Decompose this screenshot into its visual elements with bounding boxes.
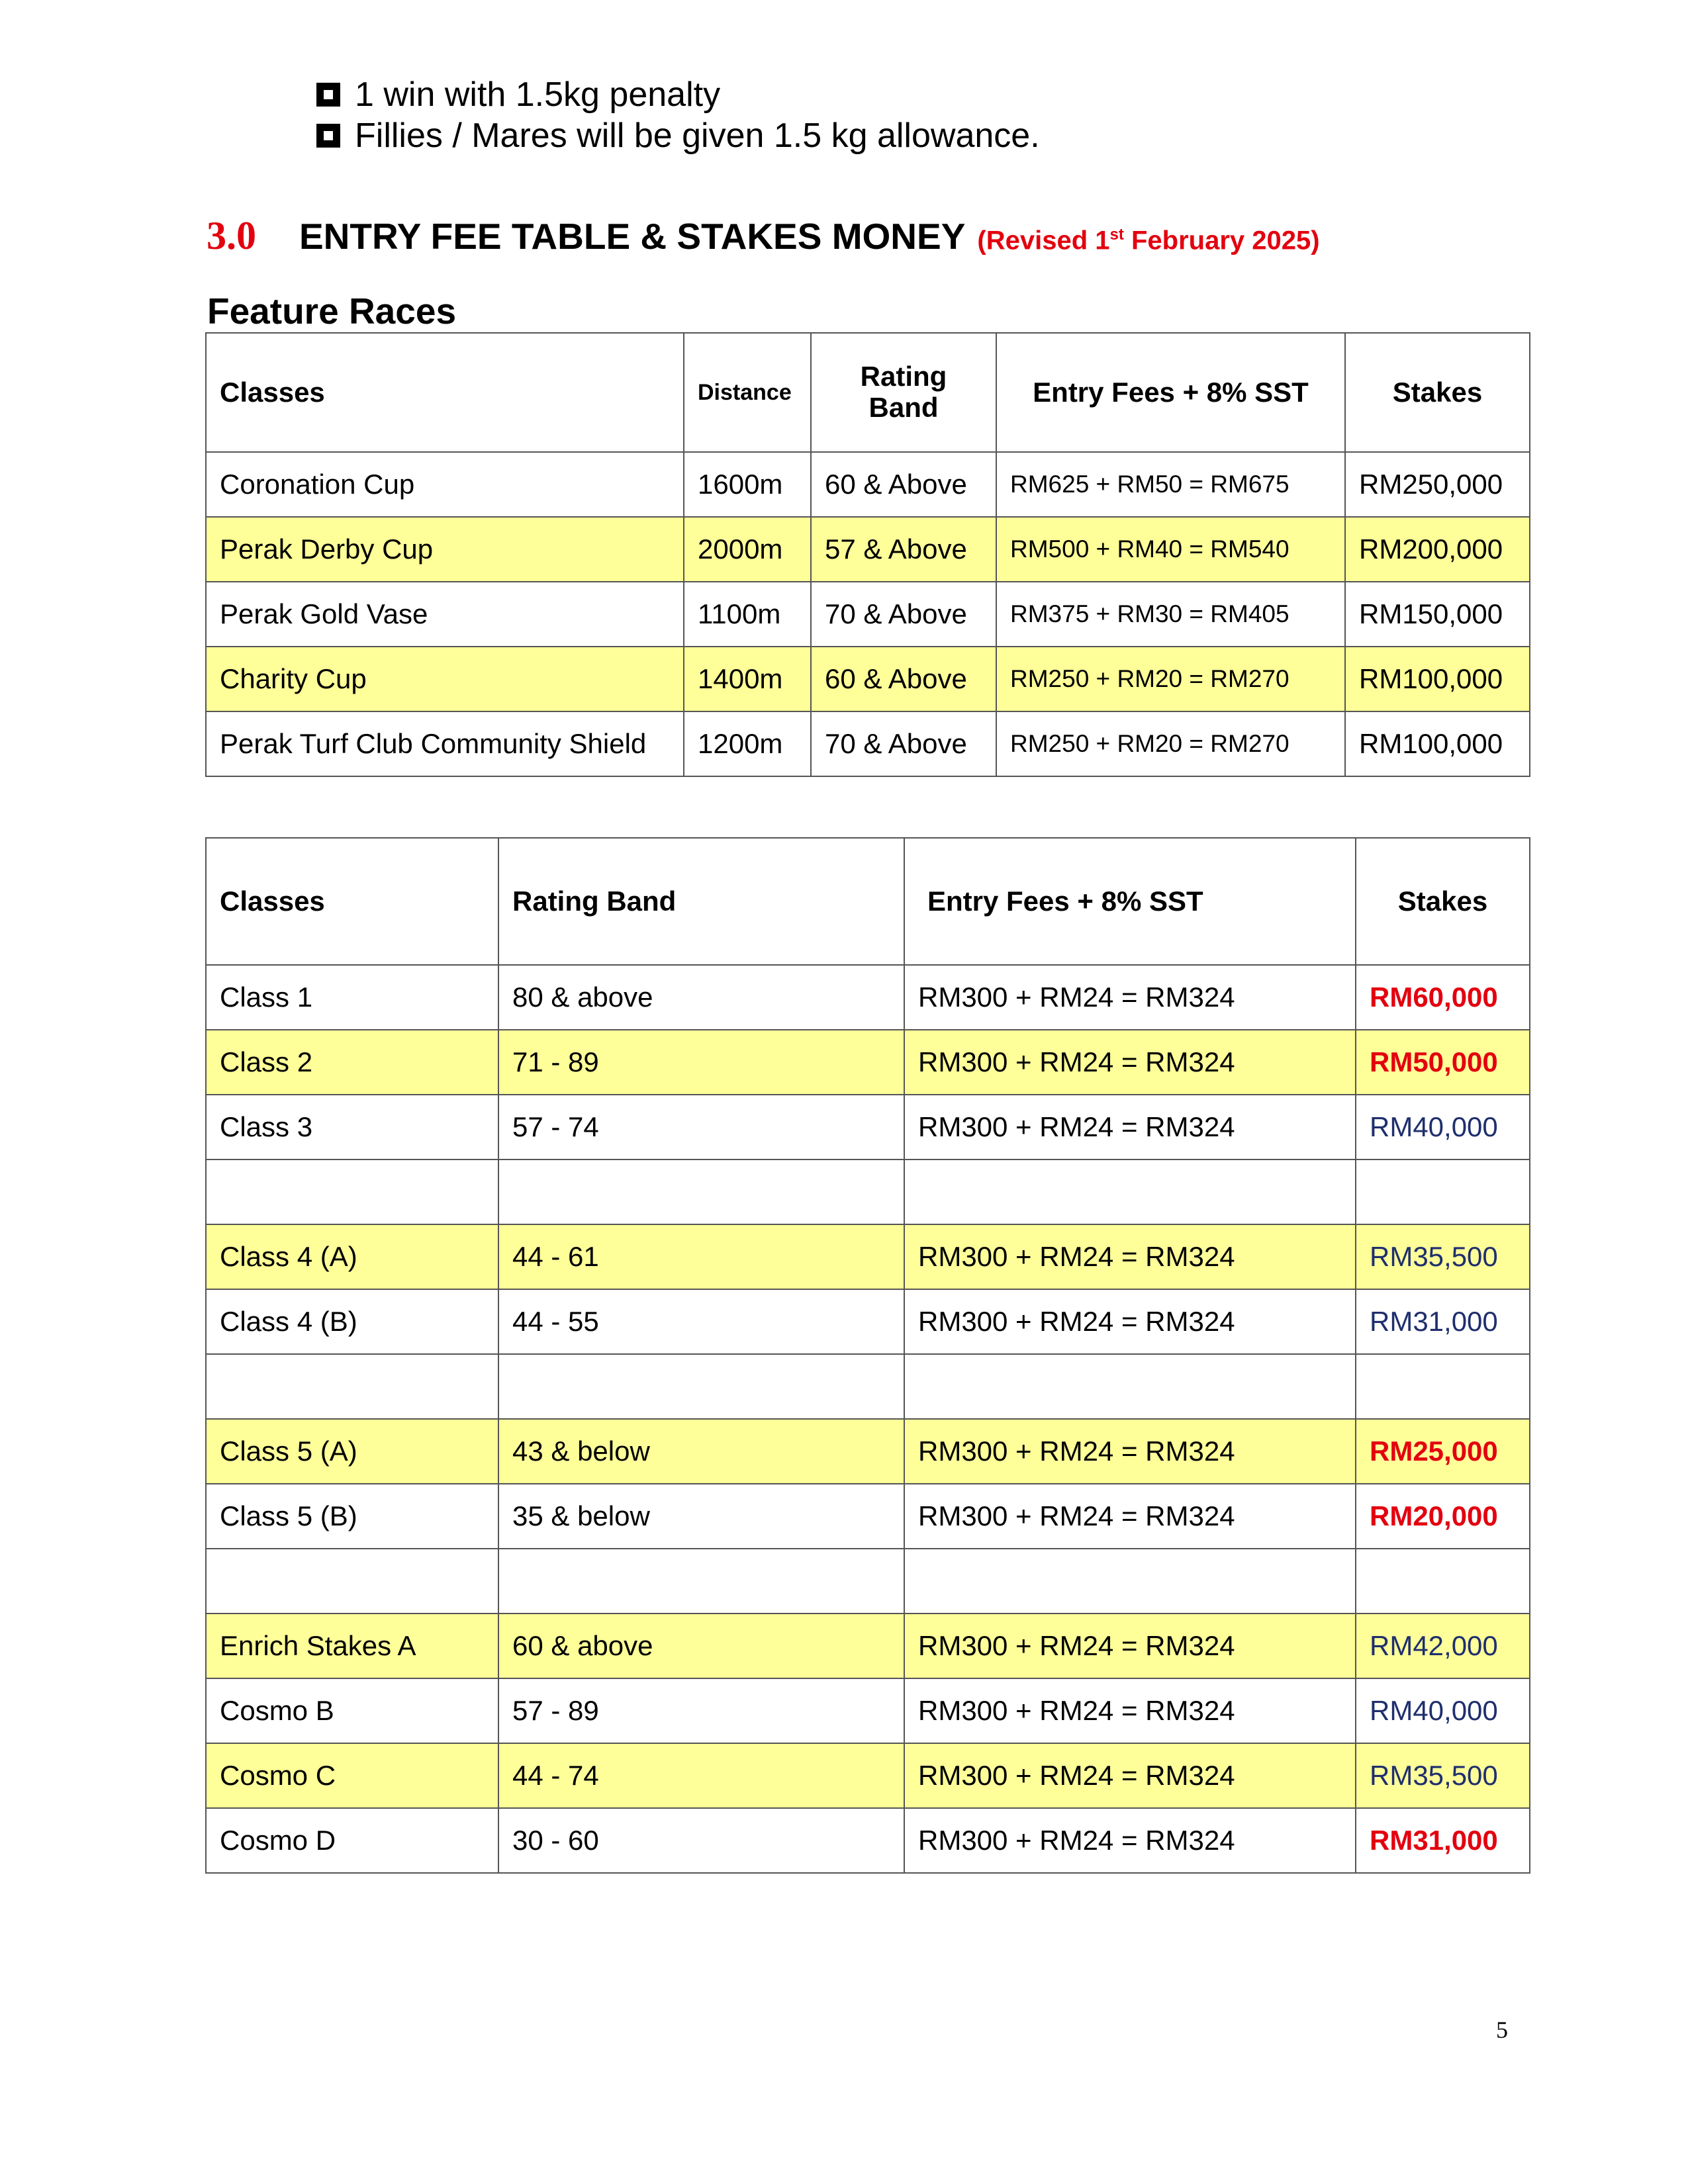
cell-rating-band xyxy=(498,1549,904,1614)
cell-distance: 1200m xyxy=(684,711,811,776)
cell-rating-band: 60 & Above xyxy=(811,452,996,517)
cell-stakes: RM50,000 xyxy=(1356,1030,1530,1095)
header-stakes: Stakes xyxy=(1345,333,1530,452)
cell-stakes: RM200,000 xyxy=(1345,517,1530,582)
cell-class: Class 4 (B) xyxy=(206,1289,498,1354)
cell-class: Perak Gold Vase xyxy=(206,582,684,647)
cell-stakes: RM250,000 xyxy=(1345,452,1530,517)
cell-rating-band: 35 & below xyxy=(498,1484,904,1549)
cell-stakes: RM40,000 xyxy=(1356,1095,1530,1160)
bullet-text: Fillies / Mares will be given 1.5 kg allowance. xyxy=(355,116,1040,155)
revised-note xyxy=(977,226,1319,255)
cell-entry-fee: RM300 + RM24 = RM324 xyxy=(904,1678,1356,1743)
square-bullet-icon xyxy=(316,83,340,107)
table-row xyxy=(206,1030,1530,1095)
header-entry-fees: Entry Fees + 8% SST xyxy=(904,838,1356,965)
cell-distance: 1600m xyxy=(684,452,811,517)
cell-class: Cosmo D xyxy=(206,1808,498,1873)
table-row xyxy=(206,452,1530,517)
cell-entry-fee: RM300 + RM24 = RM324 xyxy=(904,965,1356,1030)
table-row xyxy=(206,1160,1530,1224)
cell-entry-fee: RM375 + RM30 = RM405 xyxy=(996,582,1345,647)
section-title: ENTRY FEE TABLE & STAKES MONEY xyxy=(299,216,966,257)
cell-stakes: RM100,000 xyxy=(1345,711,1530,776)
cell-entry-fee xyxy=(904,1160,1356,1224)
cell-rating-band: 44 - 61 xyxy=(498,1224,904,1289)
table-row xyxy=(206,1224,1530,1289)
bullet-item xyxy=(316,74,1040,115)
cell-stakes: RM35,500 xyxy=(1356,1224,1530,1289)
revised-sup: st xyxy=(1109,225,1124,244)
table-row xyxy=(206,1419,1530,1484)
cell-distance: 1400m xyxy=(684,647,811,711)
cell-stakes: RM150,000 xyxy=(1345,582,1530,647)
cell-entry-fee xyxy=(904,1354,1356,1419)
cell-rating-band: 70 & Above xyxy=(811,582,996,647)
cell-class xyxy=(206,1160,498,1224)
header-stakes: Stakes xyxy=(1356,838,1530,965)
cell-stakes: RM35,500 xyxy=(1356,1743,1530,1808)
table-header-row xyxy=(206,333,1530,452)
cell-stakes xyxy=(1356,1354,1530,1419)
section-heading xyxy=(207,213,1320,259)
cell-stakes: RM31,000 xyxy=(1356,1808,1530,1873)
cell-class: Perak Derby Cup xyxy=(206,517,684,582)
cell-entry-fee: RM300 + RM24 = RM324 xyxy=(904,1743,1356,1808)
header-classes: Classes xyxy=(206,333,684,452)
classes-table xyxy=(205,837,1530,1874)
bullet-text: 1 win with 1.5kg penalty xyxy=(355,75,721,114)
cell-rating-band: 30 - 60 xyxy=(498,1808,904,1873)
cell-stakes: RM31,000 xyxy=(1356,1289,1530,1354)
cell-entry-fee xyxy=(904,1549,1356,1614)
cell-entry-fee: RM625 + RM50 = RM675 xyxy=(996,452,1345,517)
bullet-list xyxy=(316,74,1040,156)
cell-entry-fee: RM300 + RM24 = RM324 xyxy=(904,1484,1356,1549)
cell-class xyxy=(206,1354,498,1419)
cell-class: Coronation Cup xyxy=(206,452,684,517)
cell-rating-band xyxy=(498,1160,904,1224)
cell-class: Class 5 (B) xyxy=(206,1484,498,1549)
cell-rating-band xyxy=(498,1354,904,1419)
bullet-item xyxy=(316,115,1040,156)
table-row xyxy=(206,647,1530,711)
cell-rating-band: 57 & Above xyxy=(811,517,996,582)
cell-entry-fee: RM300 + RM24 = RM324 xyxy=(904,1030,1356,1095)
header-rating-band xyxy=(811,333,996,452)
cell-rating-band: 57 - 74 xyxy=(498,1095,904,1160)
cell-entry-fee: RM300 + RM24 = RM324 xyxy=(904,1614,1356,1678)
cell-class: Charity Cup xyxy=(206,647,684,711)
revised-suffix: February 2025) xyxy=(1123,226,1320,255)
cell-rating-band: 57 - 89 xyxy=(498,1678,904,1743)
table-row xyxy=(206,1484,1530,1549)
table-row xyxy=(206,1354,1530,1419)
header-entry-fees: Entry Fees + 8% SST xyxy=(996,333,1345,452)
table-row xyxy=(206,517,1530,582)
cell-rating-band: 44 - 55 xyxy=(498,1289,904,1354)
table-row xyxy=(206,1808,1530,1873)
cell-stakes xyxy=(1356,1160,1530,1224)
cell-rating-band: 70 & Above xyxy=(811,711,996,776)
cell-entry-fee: RM300 + RM24 = RM324 xyxy=(904,1095,1356,1160)
cell-stakes: RM42,000 xyxy=(1356,1614,1530,1678)
cell-entry-fee: RM250 + RM20 = RM270 xyxy=(996,711,1345,776)
cell-stakes: RM100,000 xyxy=(1345,647,1530,711)
feature-races-table xyxy=(205,332,1530,777)
table-row xyxy=(206,1614,1530,1678)
cell-rating-band: 71 - 89 xyxy=(498,1030,904,1095)
cell-class: Class 5 (A) xyxy=(206,1419,498,1484)
cell-stakes: RM25,000 xyxy=(1356,1419,1530,1484)
table-row xyxy=(206,1549,1530,1614)
cell-stakes xyxy=(1356,1549,1530,1614)
cell-entry-fee: RM300 + RM24 = RM324 xyxy=(904,1419,1356,1484)
cell-class xyxy=(206,1549,498,1614)
cell-stakes: RM40,000 xyxy=(1356,1678,1530,1743)
cell-stakes: RM60,000 xyxy=(1356,965,1530,1030)
cell-entry-fee: RM300 + RM24 = RM324 xyxy=(904,1224,1356,1289)
cell-rating-band: 43 & below xyxy=(498,1419,904,1484)
header-distance: Distance xyxy=(684,333,811,452)
cell-rating-band: 80 & above xyxy=(498,965,904,1030)
table-row xyxy=(206,1289,1530,1354)
page-number: 5 xyxy=(1496,2017,1508,2043)
table-row xyxy=(206,1095,1530,1160)
cell-rating-band: 60 & Above xyxy=(811,647,996,711)
table-row xyxy=(206,582,1530,647)
square-bullet-icon xyxy=(316,124,340,148)
table-row xyxy=(206,711,1530,776)
feature-races-heading: Feature Races xyxy=(207,291,457,332)
cell-class: Enrich Stakes A xyxy=(206,1614,498,1678)
header-classes: Classes xyxy=(206,838,498,965)
cell-class: Class 1 xyxy=(206,965,498,1030)
cell-class: Class 4 (A) xyxy=(206,1224,498,1289)
revised-prefix: (Revised 1 xyxy=(977,226,1110,255)
cell-stakes: RM20,000 xyxy=(1356,1484,1530,1549)
cell-class: Class 3 xyxy=(206,1095,498,1160)
cell-entry-fee: RM300 + RM24 = RM324 xyxy=(904,1289,1356,1354)
section-number: 3.0 xyxy=(207,214,256,257)
cell-rating-band: 60 & above xyxy=(498,1614,904,1678)
table-row xyxy=(206,1678,1530,1743)
cell-entry-fee: RM500 + RM40 = RM540 xyxy=(996,517,1345,582)
cell-class: Cosmo C xyxy=(206,1743,498,1808)
cell-distance: 2000m xyxy=(684,517,811,582)
cell-class: Cosmo B xyxy=(206,1678,498,1743)
cell-entry-fee: RM300 + RM24 = RM324 xyxy=(904,1808,1356,1873)
cell-distance: 1100m xyxy=(684,582,811,647)
table-row xyxy=(206,965,1530,1030)
cell-class: Perak Turf Club Community Shield xyxy=(206,711,684,776)
table-header-row xyxy=(206,838,1530,965)
header-rating-band-text: Rating Band xyxy=(860,361,947,423)
cell-entry-fee: RM250 + RM20 = RM270 xyxy=(996,647,1345,711)
table-row xyxy=(206,1743,1530,1808)
cell-class: Class 2 xyxy=(206,1030,498,1095)
cell-rating-band: 44 - 74 xyxy=(498,1743,904,1808)
header-rating-band: Rating Band xyxy=(498,838,904,965)
